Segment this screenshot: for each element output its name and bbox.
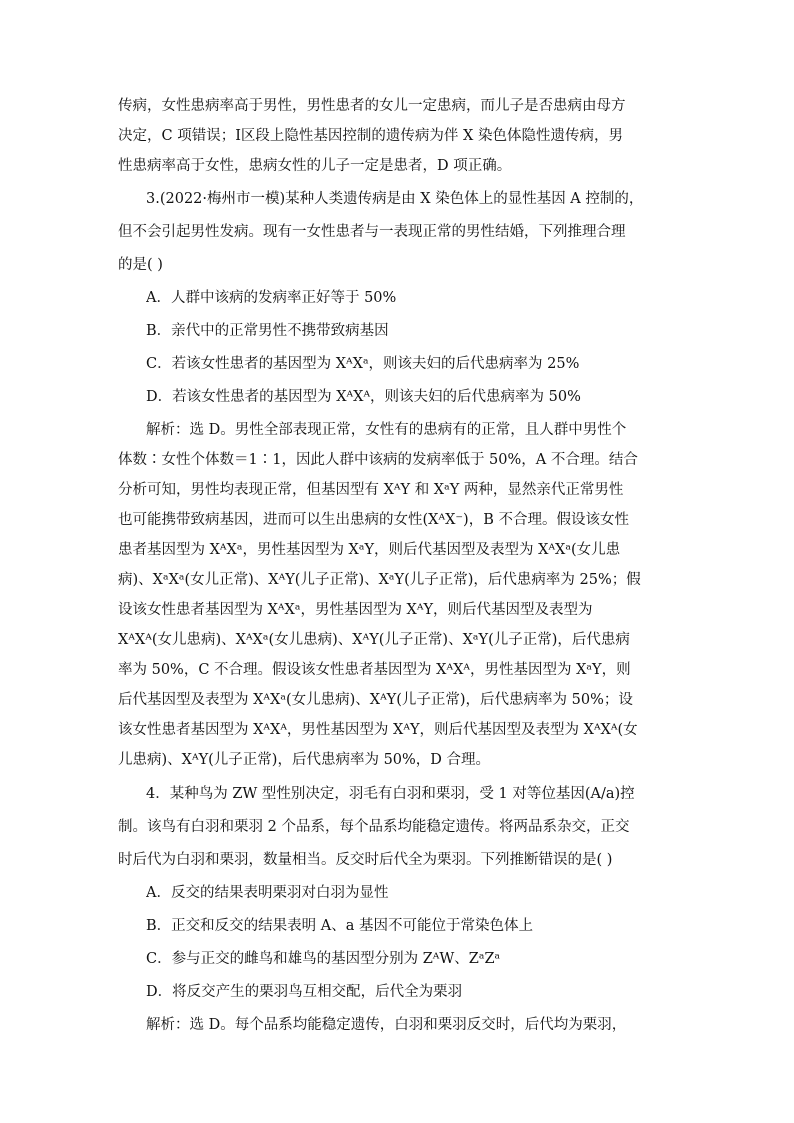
question-3-stem-line-1: 3.(2022·梅州市一模)某种人类遗传病是由 X 染色体上的显性基因 A 控制的， bbox=[146, 191, 644, 207]
analysis-3-line-6: 病)、XᵃXᵃ(女儿正常)、XᴬY(儿子正常)、XᵃY(儿子正常)，后代患病率为 25%；假 bbox=[118, 572, 641, 588]
analysis-3-line-3: 分析可知，男性均表现正常，但基因型有 XᴬY 和 XᵃY 两种，显然亲代正常男性 bbox=[118, 482, 624, 498]
analysis-3-line-1: 解析：选 D。男性全部表现正常，女性有的患病有的正常，且人群中男性个 bbox=[146, 422, 627, 438]
question-4-option-c: C．参与正交的雌鸟和雄鸟的基因型分别为 ZᴬW、ZᵃZᵃ bbox=[146, 951, 501, 967]
question-3-option-b: B．亲代中的正常男性不携带致病基因 bbox=[146, 323, 389, 339]
analysis-3-line-7: 设该女性患者基因型为 XᴬXᵃ，男性基因型为 XᴬY，则后代基因型及表型为 bbox=[118, 602, 593, 618]
analysis-3-line-8: XᴬXᴬ(女儿患病)、XᴬXᵃ(女儿患病)、XᴬY(儿子正常)、XᵃY(儿子正常)，后代患病 bbox=[118, 632, 630, 648]
analysis-3-line-2: 体数∶女性个体数＝1∶1，因此人群中该病的发病率低于 50%，A 不合理。结合 bbox=[118, 452, 638, 468]
question-3-stem-line-2: 但不会引起男性发病。现有一女性患者与一表现正常的男性结婚，下列推理合理 bbox=[118, 224, 626, 240]
analysis-3-line-4: 也可能携带致病基因，进而可以生出患病的女性(XᴬX⁻)，B 不合理。假设该女性 bbox=[118, 512, 629, 528]
question-4-stem-line-1: 4．某种鸟为 ZW 型性别决定，羽毛有白羽和栗羽，受 1 对等位基因(A/a)控 bbox=[146, 786, 635, 802]
question-4-option-b: B．正交和反交的结果表明 A、a 基因不可能位于常染色体上 bbox=[146, 918, 533, 934]
question-4-stem-line-3: 时后代为白羽和栗羽，数量相当。反交时后代全为栗羽。下列推断错误的是( ) bbox=[118, 852, 613, 868]
question-3-stem-line-3: 的是( ) bbox=[118, 257, 163, 273]
text-line-2: 决定，C 项错误；Ⅰ区段上隐性基因控制的遗传病为伴 X 染色体隐性遗传病，男 bbox=[118, 128, 623, 144]
question-3-option-d: D．若该女性患者的基因型为 XᴬXᴬ，则该夫妇的后代患病率为 50% bbox=[146, 389, 581, 405]
analysis-3-line-10: 后代基因型及表型为 XᴬXᵃ(女儿患病)、XᴬY(儿子正常)，后代患病率为 50%；设 bbox=[118, 692, 633, 708]
text-line-3: 性患病率高于女性，患病女性的儿子一定是患者，D 项正确。 bbox=[118, 158, 512, 174]
analysis-4-line-1: 解析：选 D。每个品系均能稳定遗传，白羽和栗羽反交时，后代均为栗羽， bbox=[146, 1017, 627, 1033]
analysis-3-line-9: 率为 50%，C 不合理。假设该女性患者基因型为 XᴬXᴬ，男性基因型为 XᵃY，则 bbox=[118, 662, 631, 678]
question-4-stem-line-2: 制。该鸟有白羽和栗羽 2 个品系，每个品系均能稳定遗传。将两品系杂交，正交 bbox=[118, 819, 630, 835]
question-3-option-c: C．若该女性患者的基因型为 XᴬXᵃ，则该夫妇的后代患病率为 25% bbox=[146, 356, 580, 372]
text-line-1: 传病，女性患病率高于男性，男性患者的女儿一定患病，而儿子是否患病由母方 bbox=[118, 98, 626, 114]
analysis-3-line-5: 患者基因型为 XᴬXᵃ，男性基因型为 XᵃY，则后代基因型及表型为 XᴬXᵃ(女儿患 bbox=[118, 542, 621, 558]
analysis-3-line-12: 儿患病)、XᴬY(儿子正常)，后代患病率为 50%，D 合理。 bbox=[118, 752, 491, 768]
question-4-option-a: A．反交的结果表明栗羽对白羽为显性 bbox=[146, 885, 389, 901]
question-3-option-a: A．人群中该病的发病率正好等于 50% bbox=[146, 290, 397, 306]
question-4-option-d: D．将反交产生的栗羽鸟互相交配，后代全为栗羽 bbox=[146, 984, 463, 1000]
analysis-3-line-11: 该女性患者基因型为 XᴬXᴬ，男性基因型为 XᴬY，则后代基因型及表型为 XᴬXᴬ(女 bbox=[118, 722, 638, 738]
